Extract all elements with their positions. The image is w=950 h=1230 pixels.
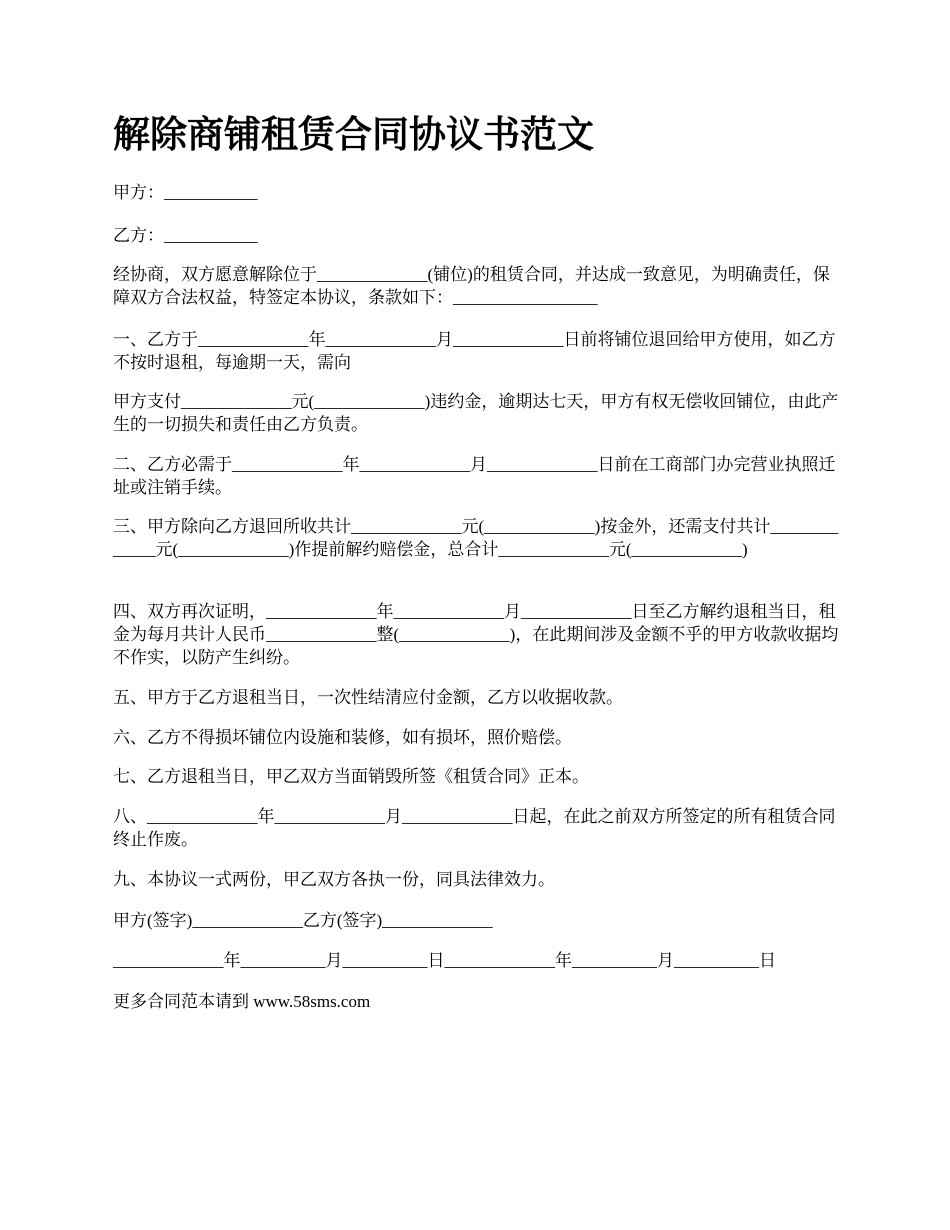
clause-5-paragraph: 五、甲方于乙方退租当日，一次性结清应付金额，乙方以收据收款。 [113, 688, 623, 707]
clause-1-paragraph: 一、乙方于_____________年_____________月_____________日前将铺位退回给甲方使用，如乙方不按时退租，每逾期一天，需向 [113, 330, 836, 372]
preamble-paragraph: 经协商，双方愿意解除位于_____________(铺位)的租赁合同，并达成一致意见，为明确责任，保障双方合法权益，特签定本协议，条款如下：_________________ [113, 265, 830, 307]
footer-website-line: 更多合同范本请到 www.58sms.com [113, 992, 371, 1011]
clause-7-paragraph: 七、乙方退租当日，甲乙双方当面销毁所签《租赁合同》正本。 [113, 767, 589, 786]
clause-8-paragraph: 八、_____________年_____________月_____________日起，在此之前双方所签定的所有租赁合同终止作废。 [113, 807, 836, 849]
clause-4-paragraph: 四、双方再次证明，_____________年_____________月_____________日至乙方解约退租当日，租金为每月共计人民币_____________整(_____________)，在此期间涉及金额不乎的甲方收款收据均不作实，以防产生纠纷。 [113, 602, 839, 667]
party-a-line: 甲方：___________ [113, 183, 258, 202]
clause-6-paragraph: 六、乙方不得损坏铺位内设施和装修，如有损坏，照价赔偿。 [113, 728, 572, 747]
signature-date-line: _____________年__________月__________日_____________年__________月__________日 [113, 951, 776, 970]
clause-9-paragraph: 九、本协议一式两份，甲乙双方各执一份，同具法律效力。 [113, 870, 555, 889]
clause-3-paragraph: 三、甲方除向乙方退回所收共计_____________元(_____________)按金外，还需支付共计_____________元(_____________)作提前解约赔偿金，总合计_____________元(_____________) [113, 517, 839, 559]
clause-1-continued-paragraph: 甲方支付_____________元(_____________)违约金，逾期达七天，甲方有权无偿收回铺位，由此产生的一切损失和责任由乙方负责。 [113, 392, 839, 434]
signature-line: 甲方(签字)_____________乙方(签字)_____________ [113, 911, 493, 930]
party-b-line: 乙方：___________ [113, 226, 258, 245]
clause-2-paragraph: 二、乙方必需于_____________年_____________月_____________日前在工商部门办完营业执照迁址或注销手续。 [113, 455, 836, 497]
document-title: 解除商铺租赁合同协议书范文 [113, 113, 594, 156]
